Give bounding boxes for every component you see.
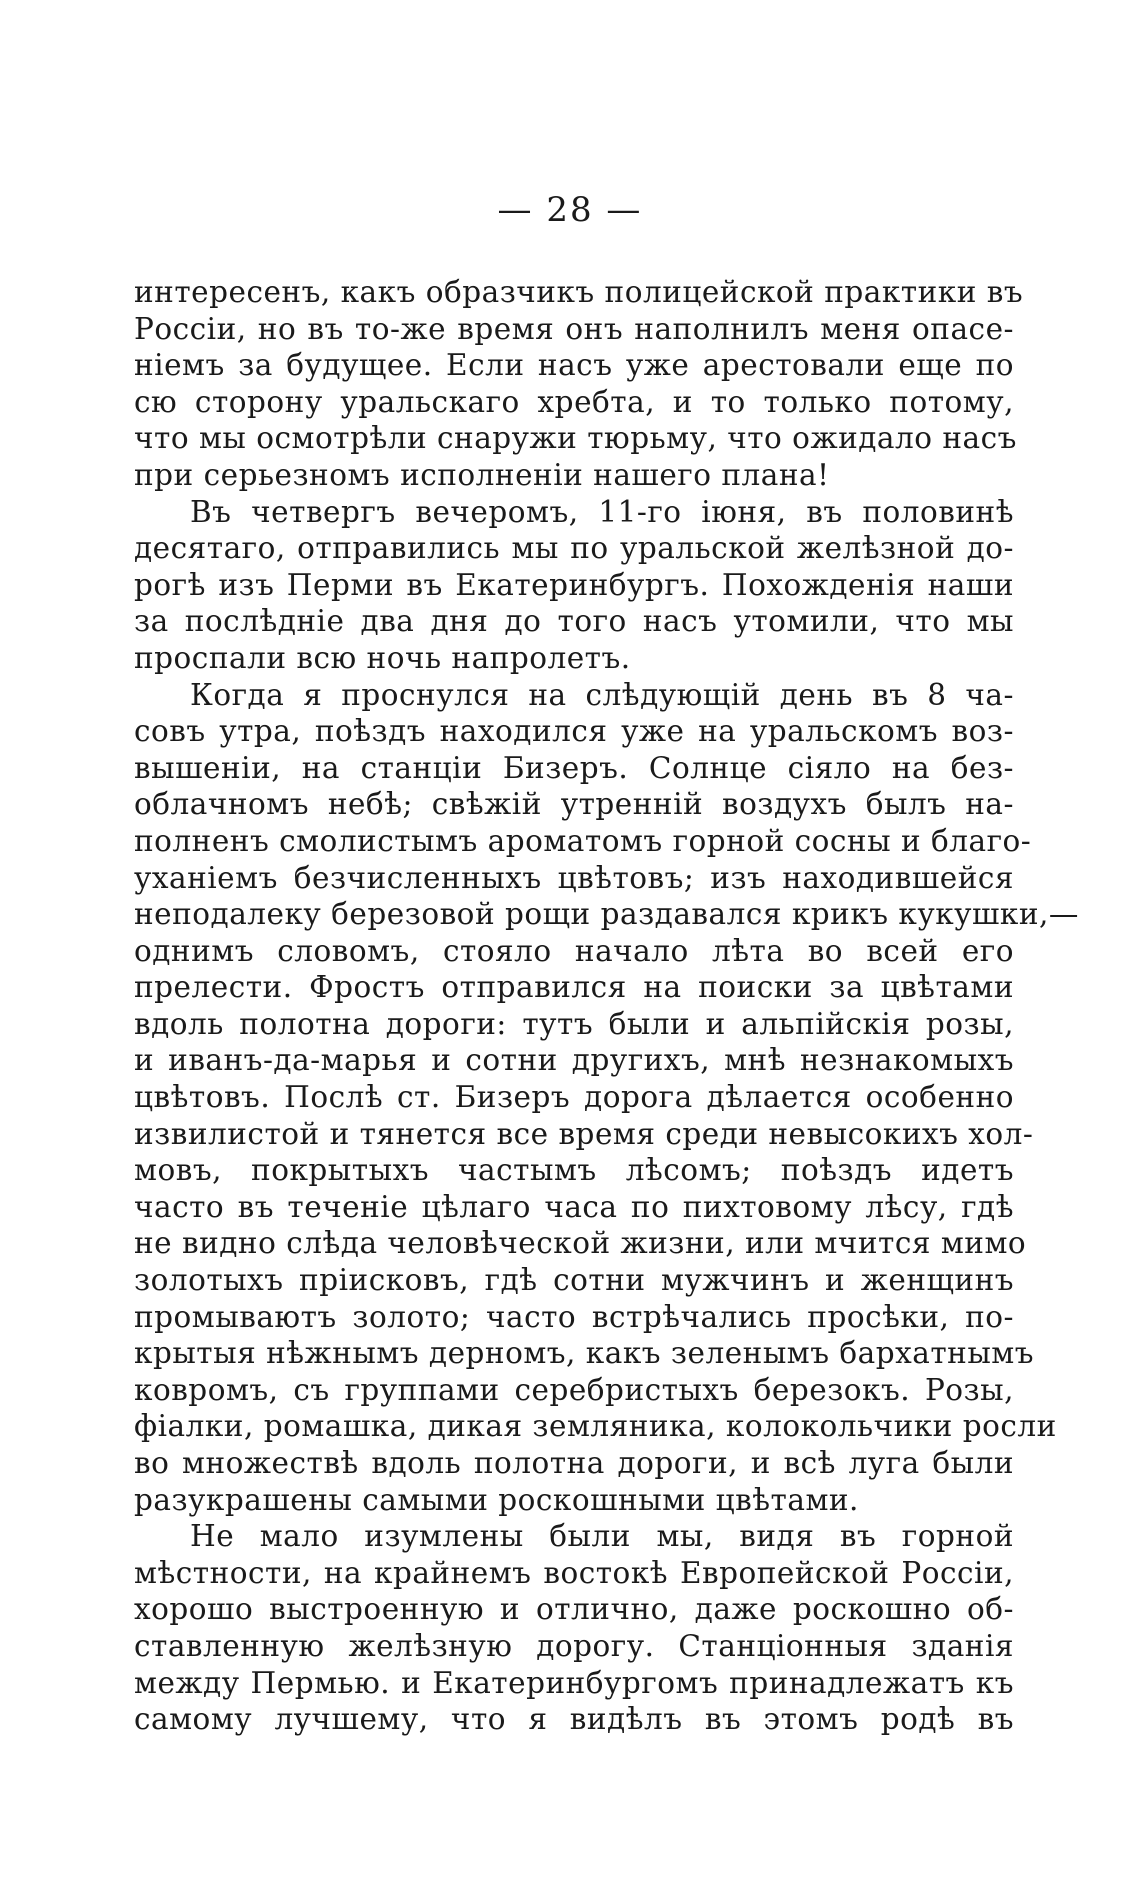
page-number: — 28 — [497,190,643,230]
text-line: часто въ теченіе цѣлаго часа по пихтовому лѣсу, гдѣ [134,1189,1014,1224]
text-line: и иванъ-да-марья и сотни другихъ, мнѣ незнакомыхъ [134,1043,1014,1078]
text-line: десятаго, отправились мы по уральской желѣзной до- [134,531,1014,566]
text-line: промываютъ золото; часто встрѣчались просѣки, по- [134,1299,1014,1334]
text-line: что мы осмотрѣли снаружи тюрьму, что ожидало насъ [134,421,1017,456]
text-line: извилистой и тянется все время среди невысокихъ хол- [134,1116,1034,1151]
paragraph [134,494,1014,677]
text-line: мовъ, покрытыхъ частымъ лѣсомъ; поѣздъ идетъ [134,1153,1014,1188]
text-line: разукрашены самыми роскошными цвѣтами. [134,1482,859,1517]
text-line: Въ четвергъ вечеромъ, 11-го іюня, въ половинѣ [190,494,1014,529]
text-line: Россіи, но въ то-же время онъ наполнилъ меня опасе- [134,311,1014,346]
paragraph [134,677,1079,1519]
text-line: сю сторону уральскаго хребта, и то только потому, [134,384,1014,419]
text-line: проспали всю ночь напролетъ. [134,640,631,675]
text-line: хорошо выстроенную и отлично, даже роскошно об- [134,1592,1014,1627]
text-line: крытыя нѣжнымъ дерномъ, какъ зеленымъ бархатнымъ [134,1336,1035,1371]
text-line: полненъ смолистымъ ароматомъ горной сосны и благо- [134,823,1032,858]
text-line: мѣстности, на крайнемъ востокѣ Европейской Россіи, [134,1555,1014,1590]
text-line: во множествѣ вдоль полотна дороги, и всѣ луга были [134,1446,1014,1480]
text-line: не видно слѣда человѣческой жизни, или мчится мимо [134,1226,1027,1261]
text-line: самому лучшему, что я видѣлъ въ этомъ родѣ въ [134,1702,1014,1737]
text-line: за послѣдніе два дня до того насъ утомили, что мы [134,604,1014,639]
text-line: ковромъ, съ группами серебристыхъ березокъ. Розы, [134,1372,1014,1407]
text-line: облачномъ небѣ; свѣжій утренній воздухъ былъ на- [134,787,1014,822]
text-line: при серьезномъ исполненіи нашего плана! [134,457,830,492]
text-line: однимъ словомъ, стояло начало лѣта во всей его [134,933,1014,968]
text-line: Не мало изумлены были мы, видя въ горной [190,1519,1014,1554]
body-text [134,274,1079,1738]
text-line: рогѣ изъ Перми въ Екатеринбургъ. Похожденія наши [134,567,1014,602]
text-line: вышеніи, на станціи Бизеръ. Солнце сіяло на без- [134,750,1014,785]
text-line: цвѣтовъ. Послѣ ст. Бизеръ дорога дѣлается особенно [134,1080,1014,1115]
text-line: вдоль полотна дороги: тутъ были и альпійскія розы, [134,1006,1014,1041]
text-line: Когда я проснулся на слѣдующій день въ 8 ча- [190,677,1014,712]
text-line: совъ утра, поѣздъ находился уже на уральскомъ воз- [134,714,1014,749]
text-line: фіалки, ромашка, дикая земляника, колокольчики росли [134,1409,1057,1444]
paragraph [134,1518,1014,1738]
text-line: уханіемъ безчисленныхъ цвѣтовъ; изъ находившейся [134,860,1014,895]
text-line: между Пермью. и Екатеринбургомъ принадлежатъ къ [134,1665,1014,1700]
text-line: золотыхъ пріисковъ, гдѣ сотни мужчинъ и женщинъ [134,1263,1014,1298]
paragraph [134,274,1024,494]
text-line: интересенъ, какъ образчикъ полицейской практики въ [134,275,1024,309]
text-line: прелести. Фростъ отправился на поиски за цвѣтами [134,970,1014,1005]
text-line: ставленную желѣзную дорогу. Станціонныя зданія [134,1628,1014,1663]
text-line: ніемъ за будущее. Если насъ уже арестовали еще по [134,348,1014,383]
text-line: неподалеку березовой рощи раздавался крикъ кукушки,— [134,897,1079,932]
